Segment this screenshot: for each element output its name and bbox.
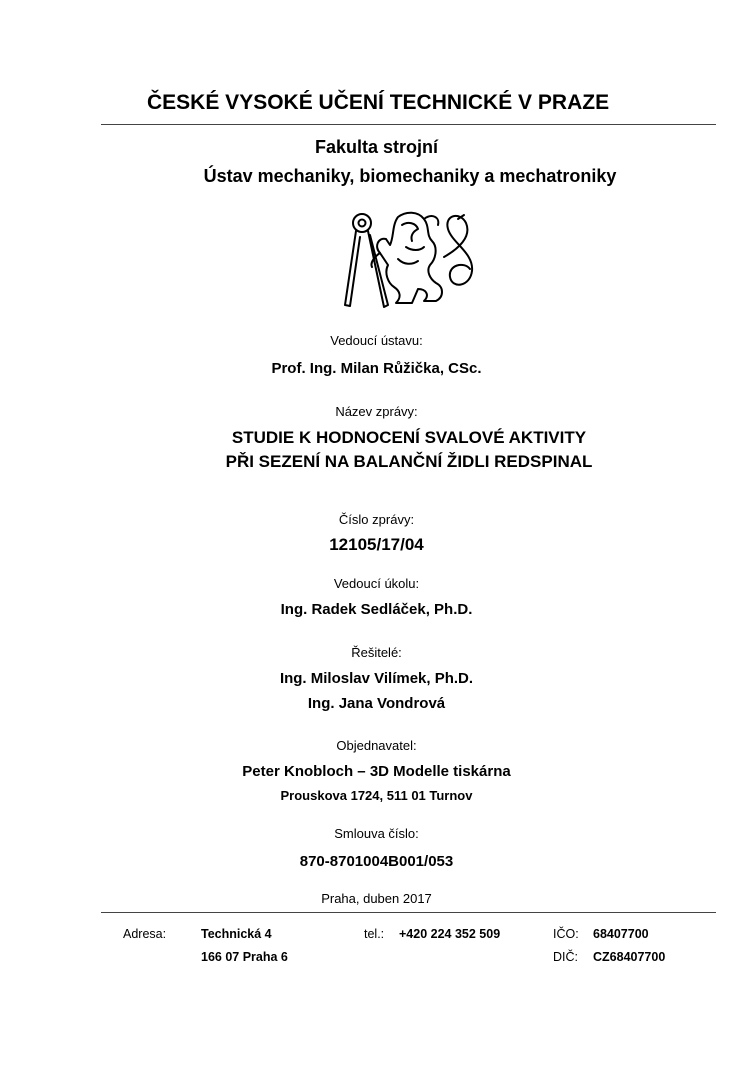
customer-label: Objednavatel: bbox=[336, 738, 417, 753]
customer-name: Peter Knobloch – 3D Modelle tiskárna bbox=[242, 763, 511, 780]
task-leader-label: Vedoucí úkolu: bbox=[333, 576, 420, 591]
faculty-name: Fakulta strojní bbox=[314, 137, 439, 157]
report-title-line2: PŘI SEZENÍ NA BALANČNÍ ŽIDLI REDSPINAL bbox=[225, 452, 593, 471]
footer-divider bbox=[101, 912, 716, 913]
footer-ico: 68407700 bbox=[593, 927, 649, 941]
report-title-line1: STUDIE K HODNOCENÍ SVALOVÉ AKTIVITY bbox=[231, 428, 587, 447]
solver-name: Ing. Miloslav Vilímek, Ph.D. bbox=[279, 670, 474, 687]
contract-number: 870-8701004B001/053 bbox=[299, 853, 454, 870]
report-number-label: Číslo zprávy: bbox=[338, 512, 415, 527]
solvers-label: Řešitelé: bbox=[351, 645, 402, 660]
task-leader-name: Ing. Radek Sedláček, Ph.D. bbox=[280, 601, 473, 618]
footer-street: Technická 4 bbox=[201, 927, 272, 941]
footer-dic: CZ68407700 bbox=[593, 950, 666, 964]
customer-address: Prouskova 1724, 511 01 Turnov bbox=[280, 788, 473, 803]
solver-name: Ing. Jana Vondrová bbox=[307, 695, 446, 712]
head-of-institute-label: Vedoucí ústavu: bbox=[330, 333, 423, 348]
footer-tel-label: tel.: bbox=[364, 927, 385, 941]
footer-tel: +420 224 352 509 bbox=[399, 927, 501, 941]
head-of-institute-name: Prof. Ing. Milan Růžička, CSc. bbox=[271, 360, 482, 377]
footer-address-label: Adresa: bbox=[123, 927, 167, 941]
university-title: ČESKÉ VYSOKÉ UČENÍ TECHNICKÉ V PRAZE bbox=[147, 91, 610, 114]
header-divider bbox=[101, 124, 716, 125]
cvut-lion-logo bbox=[340, 207, 480, 315]
report-number: 12105/17/04 bbox=[329, 535, 424, 554]
institute-name: Ústav mechaniky, biomechaniky a mechatroniky bbox=[203, 166, 617, 186]
footer-city: 166 07 Praha 6 bbox=[201, 950, 288, 964]
place-and-date: Praha, duben 2017 bbox=[321, 891, 432, 906]
footer-dic-label: DIČ: bbox=[553, 950, 578, 964]
report-name-label: Název zprávy: bbox=[335, 404, 418, 419]
contract-label: Smlouva číslo: bbox=[334, 826, 419, 841]
footer-ico-label: IČO: bbox=[553, 927, 579, 941]
